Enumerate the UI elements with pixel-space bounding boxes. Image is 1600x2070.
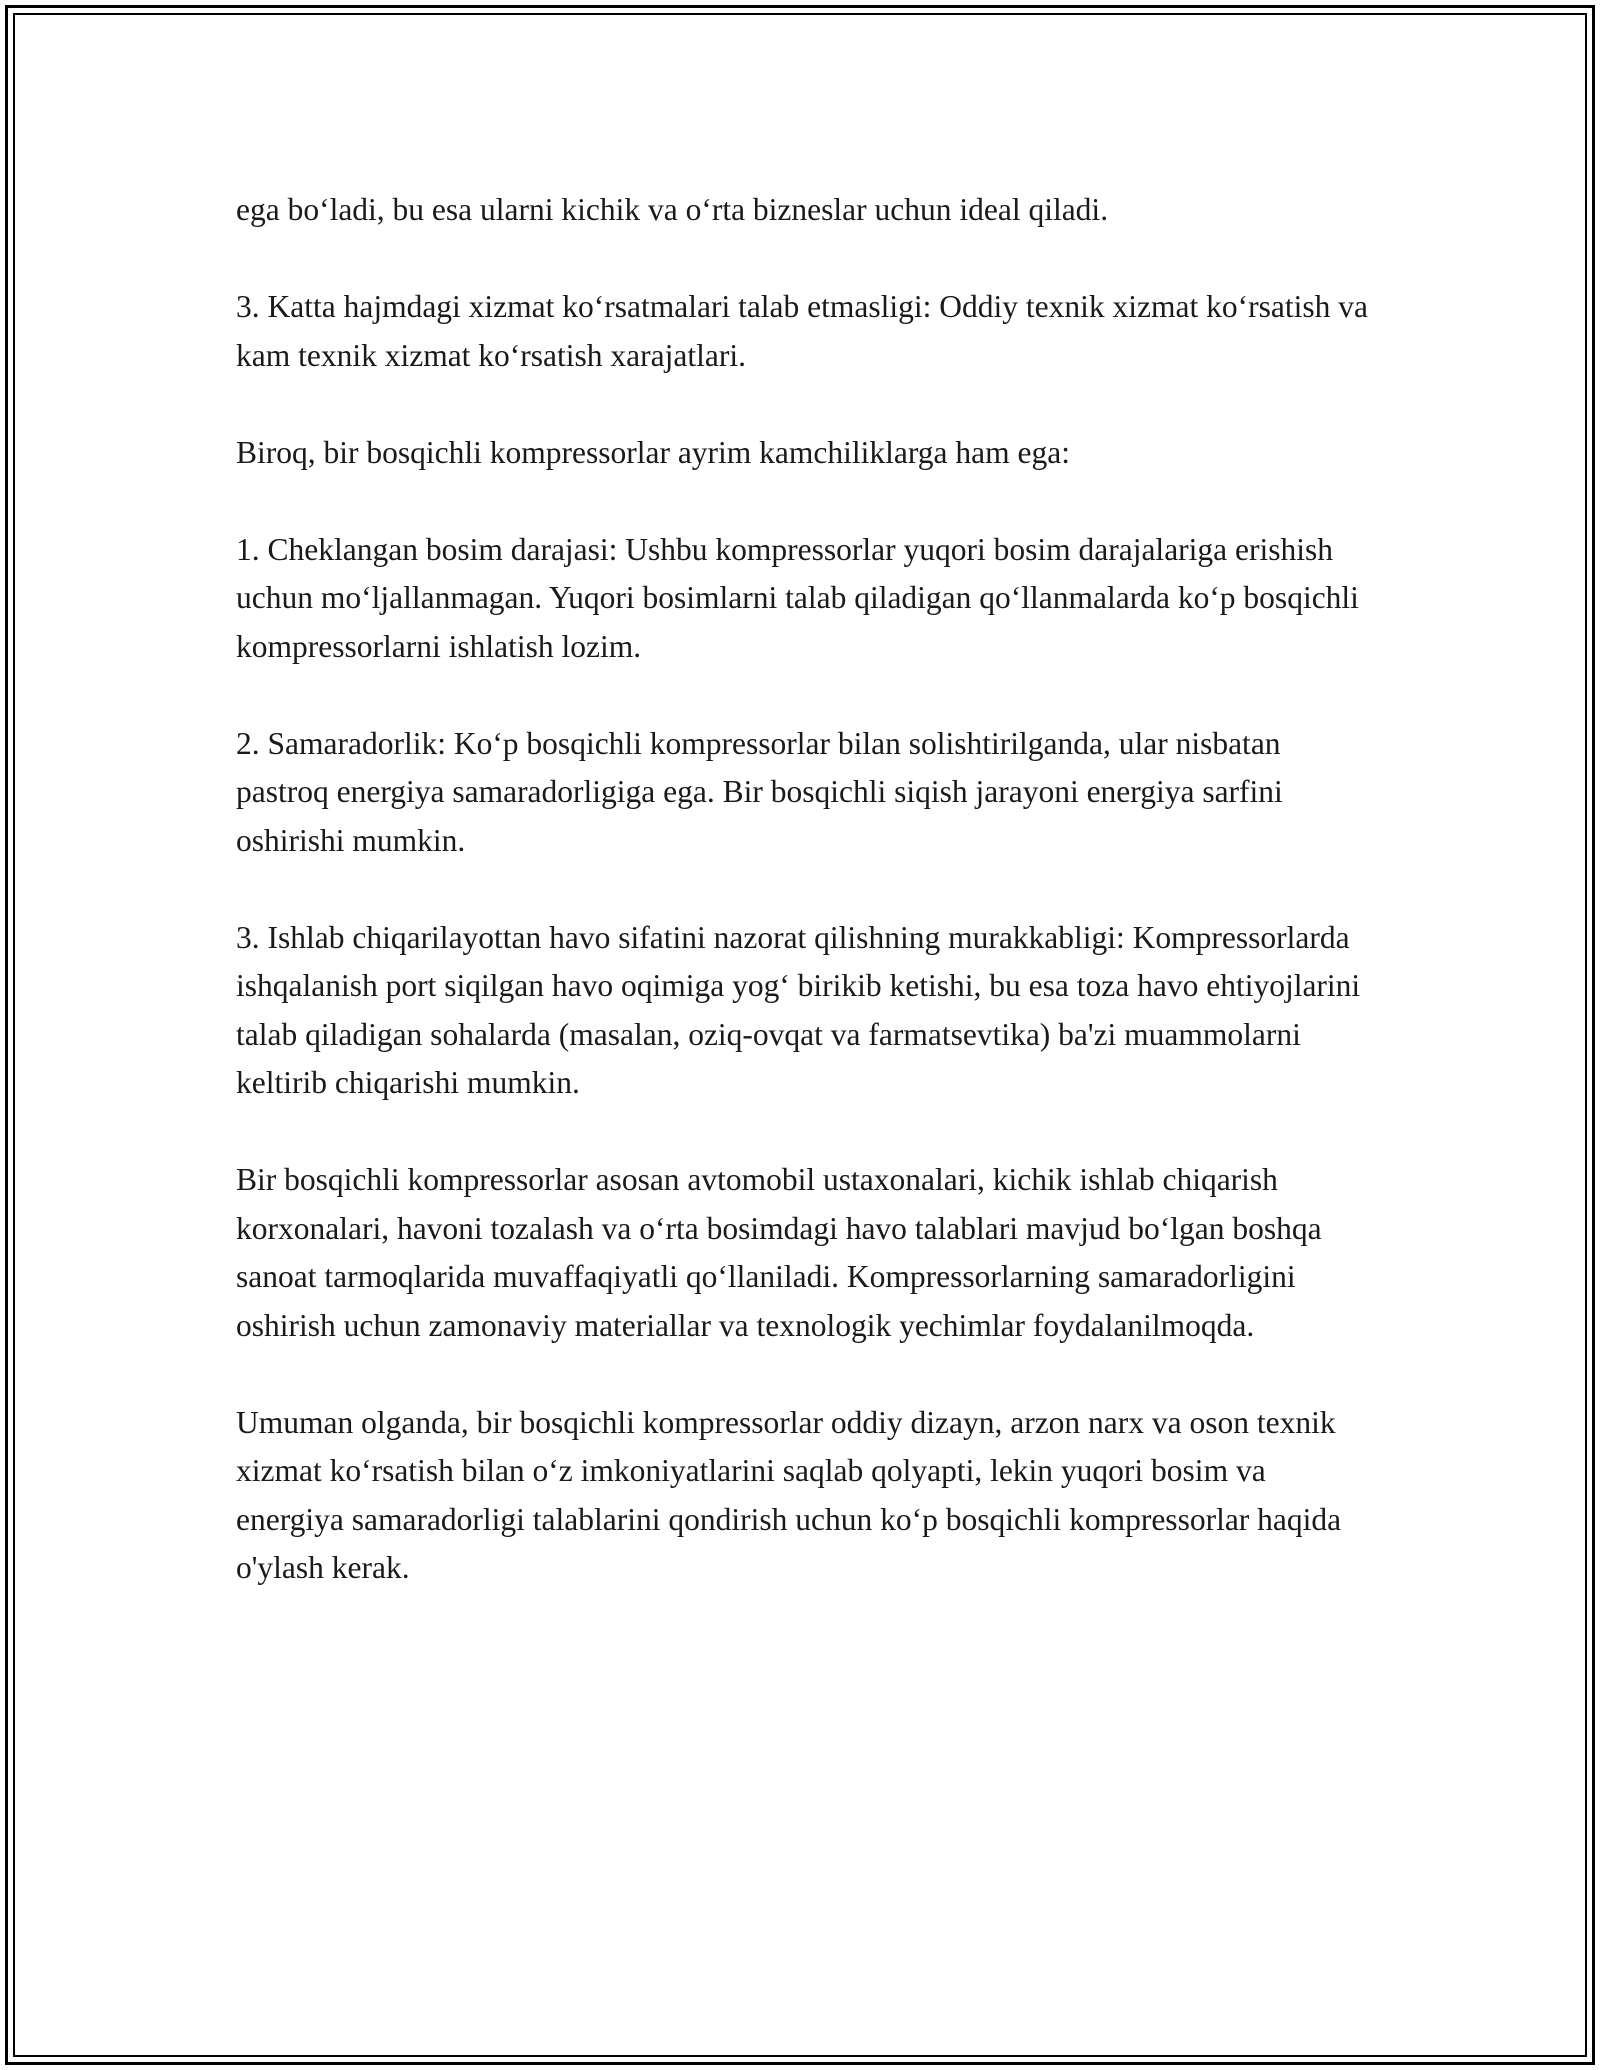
- paragraph-disadvantage-3: 3. Ishlab chiqarilayottan havo sifatini nazorat qilishning murakkabligi: Kompressorlarda ishqalanish port siqilgan havo oqimiga yog‘ birikib ketishi, bu esa toza havo ehtiyojlarini talab qiladigan sohalarda (masalan, oziq-ovqat va farmatsevtika) ba'zi muammolarni keltirib chiqarishi mumkin.: [236, 919, 1361, 1100]
- paragraph-conclusion: Umuman olganda, bir bosqichli kompressorlar oddiy dizayn, arzon narx va oson texnik xizmat ko‘rsatish bilan o‘z imkoniyatlarini saqlab qolyapti, lekin yuqori bosim va energiya samaradorligi talablarini qondirish uchun ko‘p bosqichli kompressorlar haqida o'ylash kerak.: [236, 1404, 1342, 1585]
- paragraph-applications: Bir bosqichli kompressorlar asosan avtomobil ustaxonalari, kichik ishlab chiqarish korxonalari, havoni tozalash va o‘rta bosimdagi havo talablari mavjud bo‘lgan boshqa sanoat tarmoqlarida muvaffaqiyatli qo‘llaniladi. Kompressorlarning samaradorligini oshirish uchun zamonaviy materiallar va texnologik yechimlar foydalanilmoqda.: [236, 1162, 1322, 1343]
- paragraph-disadvantages-intro: Biroq, bir bosqichli kompressorlar ayrim kamchiliklarga ham ega:: [236, 434, 1070, 470]
- paragraph-disadvantage-1: 1. Cheklangan bosim darajasi: Ushbu kompressorlar yuqori bosim darajalariga erishish uchun mo‘ljallanmagan. Yuqori bosimlarni talab qiladigan qo‘llanmalarda ko‘p bosqichli kompressorlarni ishlatish lozim.: [236, 531, 1359, 664]
- document-body: [236, 186, 1376, 1593]
- paragraph-disadvantage-2: 2. Samaradorlik: Ko‘p bosqichli kompressorlar bilan solishtirilganda, ular nisbatan pastroq energiya samaradorligiga ega. Bir bosqichli siqish jarayoni energiya sarfini oshirishi mumkin.: [236, 725, 1283, 858]
- paragraph-continuation: ega bo‘ladi, bu esa ularni kichik va o‘rta bizneslar uchun ideal qiladi.: [236, 192, 1109, 227]
- paragraph-advantage-3: 3. Katta hajmdagi xizmat ko‘rsatmalari talab etmasligi: Oddiy texnik xizmat ko‘rsatish va kam texnik xizmat ko‘rsatish xarajatlari.: [236, 289, 1368, 373]
